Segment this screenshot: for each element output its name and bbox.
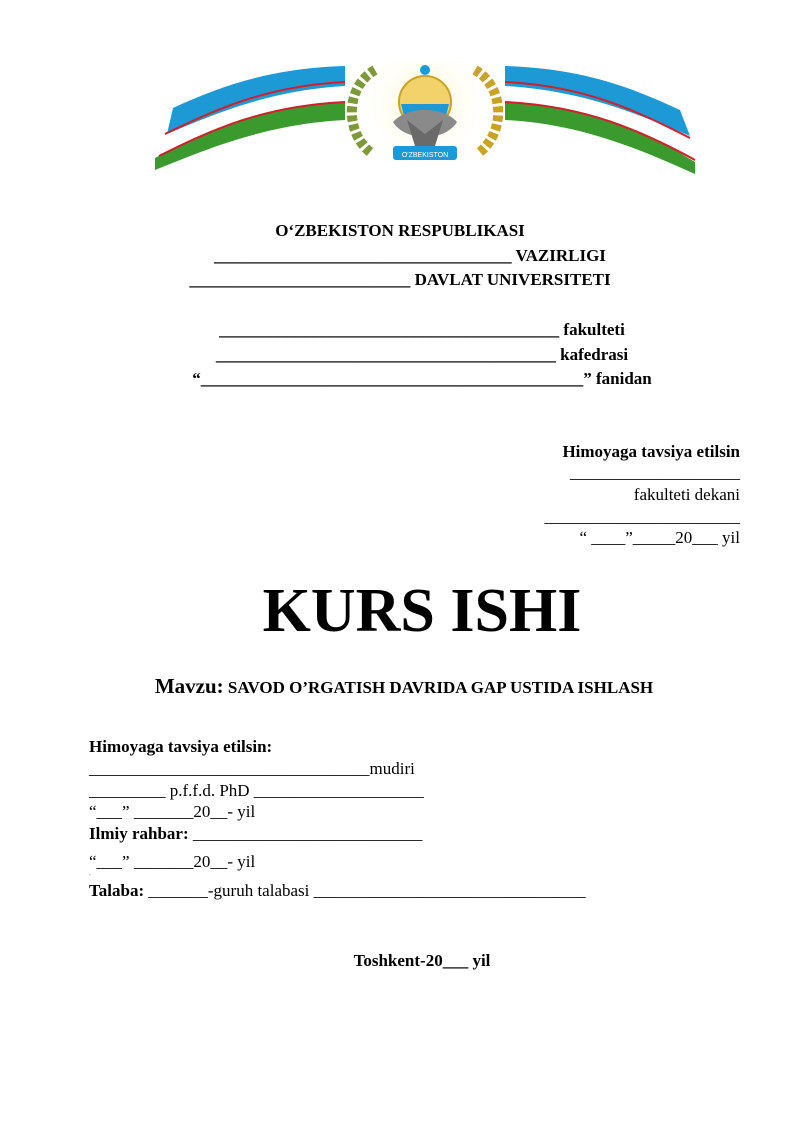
tiny-mark: ` bbox=[89, 875, 91, 881]
department-line: ________________________________________ kafedrasi bbox=[215, 345, 629, 364]
approval-top-date: “ ____”_____20___ yil bbox=[579, 528, 740, 547]
subject-line: “_____________________________________________” fanidan bbox=[192, 369, 652, 388]
advisor-label: Ilmiy rahbar: bbox=[89, 824, 189, 843]
approval-date-2: “___” _______20__- yil bbox=[89, 852, 256, 871]
student-label: Talaba: bbox=[89, 881, 145, 900]
document-title: KURS ISHI bbox=[262, 577, 582, 645]
university-line: __________________________ DAVLAT UNIVERSITETI bbox=[189, 270, 611, 289]
approval-date-1: “___” _______20__- yil bbox=[89, 802, 256, 821]
advisor-signature-line: ___________________________ bbox=[188, 824, 423, 843]
topic-label: Mavzu: bbox=[154, 674, 224, 698]
approval-top-line: ____________________ bbox=[570, 463, 740, 482]
department-head-line: _________________________________mudiri bbox=[89, 759, 415, 778]
approval-top-title: Himoyaga tavsiya etilsin bbox=[562, 442, 740, 461]
approval-bottom-title: Himoyaga tavsiya etilsin: bbox=[89, 737, 273, 756]
dean-signature-line: _______________________ bbox=[544, 507, 740, 526]
advisor-line bbox=[89, 825, 422, 842]
student-group-line: _______-guruh talabasi ________________________________ bbox=[144, 881, 586, 900]
topic-line bbox=[0, 660, 800, 697]
dean-label: fakulteti dekani bbox=[633, 485, 740, 504]
city-year: Toshkent-20___ yil bbox=[353, 951, 491, 970]
student-line bbox=[89, 882, 586, 899]
phd-line: _________ p.f.f.d. PhD ____________________ bbox=[89, 781, 424, 800]
republic-title: O‘ZBEKISTON RESPUBLIKASI bbox=[275, 221, 525, 240]
faculty-line: ________________________________________ fakulteti bbox=[219, 320, 625, 339]
coat-of-arms-emblem bbox=[145, 62, 705, 174]
topic-text: SAVOD O’RGATISH DAVRIDA GAP USTIDA ISHLASH bbox=[223, 678, 654, 697]
ministry-line: ___________________________________ VAZIRLIGI bbox=[214, 246, 606, 265]
emblem-banner-text: O'ZBEKISTON bbox=[401, 152, 449, 159]
